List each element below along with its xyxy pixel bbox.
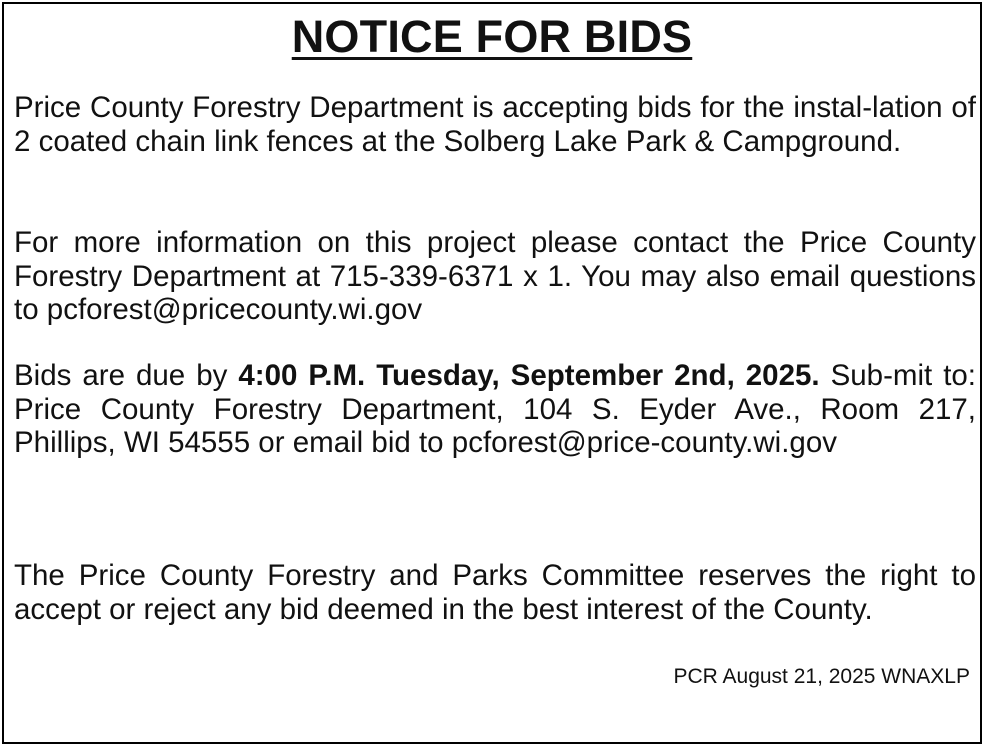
bid-deadline-and-submission (14, 359, 976, 460)
bid-due-intro: Bids are due by (14, 359, 239, 392)
publication-footer: PCR August 21, 2025 WNAXLP (673, 665, 970, 688)
notice-title-text: NOTICE FOR BIDS (291, 11, 693, 62)
submission-instructions: Sub-mit to: Price County Forestry Department, 104 S. Eyder Ave., Room 217, Phillips, WI 54555 or email bid to pcforest@price-county.wi.gov (14, 359, 976, 459)
bid-notice (2, 2, 982, 744)
committee-rights-statement: The Price County Forestry and Parks Committee reserves the right to accept or reject any bid deemed in the best interest of the County. (14, 559, 976, 626)
notice-title (4, 11, 980, 63)
bid-deadline: 4:00 P.M. Tuesday, September 2nd, 2025. (238, 359, 820, 392)
contact-information: For more information on this project please contact the Price County Forestry Department at 715-339-6371 x 1. You may also email questions to pcforest@pricecounty.wi.gov (14, 226, 976, 326)
project-description: Price County Forestry Department is accepting bids for the instal-lation of 2 coated chain link fences at the Solberg Lake Park & Campground. (14, 91, 976, 158)
